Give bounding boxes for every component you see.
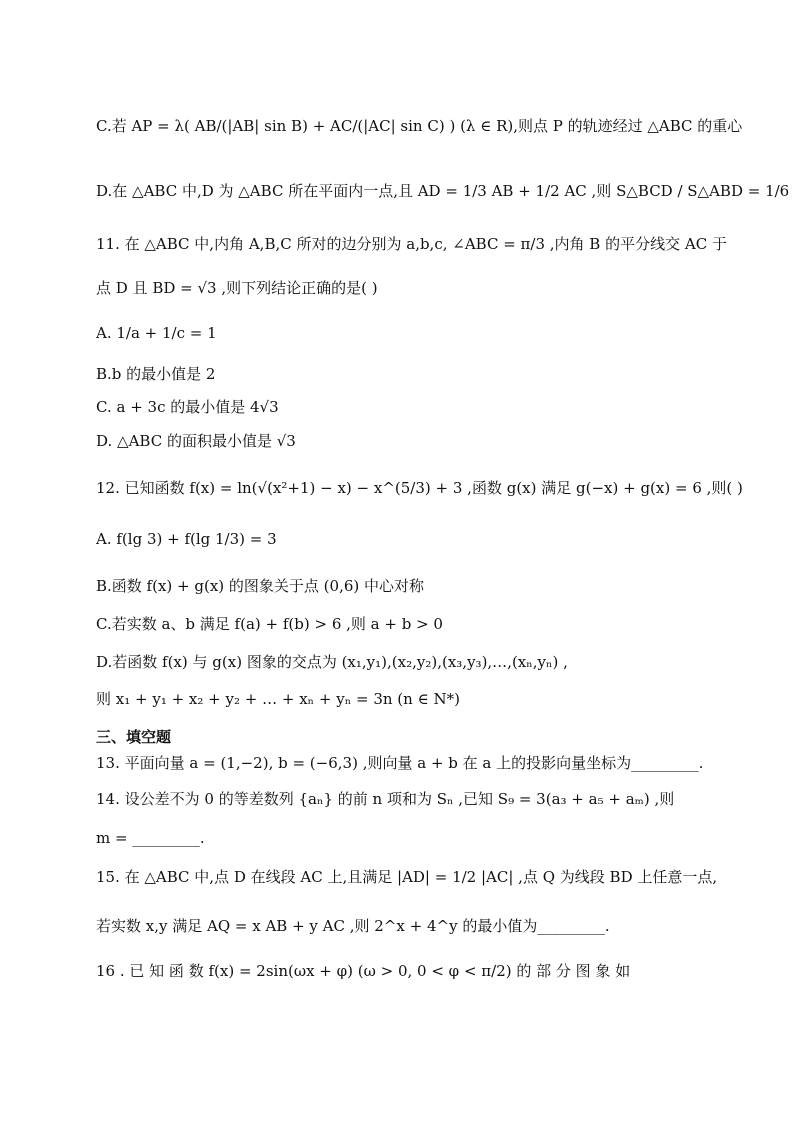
question-13: 13. 平面向量 a = (1,−2), b = (−6,3) ,则向量 a + b 在 a 上的投影向量坐标为_________. [96,754,704,772]
question-15-line-1: 15. 在 △ABC 中,点 D 在线段 AC 上,且满足 |AD| = 1/2 |AC| ,点 Q 为线段 BD 上任意一点, [96,868,718,886]
question-16-line-1: 16 . 已 知 函 数 f(x) = 2sin(ωx + φ) (ω > 0, 0 < φ < π/2) 的 部 分 图 象 如 [96,962,631,980]
q11-option-d: D. △ABC 的面积最小值是 √3 [96,432,296,450]
q12-option-b: B.函数 f(x) + g(x) 的图象关于点 (0,6) 中心对称 [96,577,425,595]
q11-option-a: A. 1/a + 1/c = 1 [96,324,217,342]
q12-option-c: C.若实数 a、b 满足 f(a) + f(b) > 6 ,则 a + b > 0 [96,615,443,633]
question-11-line-2: 点 D 且 BD = √3 ,则下列结论正确的是( ) [96,279,378,297]
q11-option-b: B.b 的最小值是 2 [96,365,216,383]
q11-option-c: C. a + 3c 的最小值是 4√3 [96,398,279,416]
q12-option-d-continued: 则 x₁ + y₁ + x₂ + y₂ + … + xₙ + yₙ = 3n (n ∈ N*) [96,690,460,708]
option-d-text: D.在 △ABC 中,D 为 △ABC 所在平面内一点,且 AD = 1/3 AB + 1/2 AC ,则 S△BCD / S△ABD = 1/6 [96,182,790,200]
question-12-line-1: 12. 已知函数 f(x) = ln(√(x²+1) − x) − x^(5/3) + 3 ,函数 g(x) 满足 g(−x) + g(x) = 6 ,则( ) [96,479,743,497]
q12-option-a: A. f(lg 3) + f(lg 1/3) = 3 [96,530,277,548]
q12-option-d: D.若函数 f(x) 与 g(x) 图象的交点为 (x₁,y₁),(x₂,y₂),(x₃,y₃),…,(xₙ,yₙ) , [96,653,568,671]
question-15-line-2: 若实数 x,y 满足 AQ = x AB + y AC ,则 2^x + 4^y 的最小值为_________. [96,917,610,935]
question-14-line-1: 14. 设公差不为 0 的等差数列 {aₙ} 的前 n 项和为 Sₙ ,已知 S₉ = 3(a₃ + a₅ + aₘ) ,则 [96,790,675,808]
question-14-line-2: m = _________. [96,829,205,847]
option-c-text: C.若 AP = λ( AB/(|AB| sin B) + AC/(|AC| sin C) ) (λ ∈ R),则点 P 的轨迹经过 △ABC 的重心 [96,117,743,135]
question-11-line-1: 11. 在 △ABC 中,内角 A,B,C 所对的边分别为 a,b,c, ∠ABC = π/3 ,内角 B 的平分线交 AC 于 [96,235,727,253]
section-heading-fill-in: 三、填空题 [96,728,172,746]
